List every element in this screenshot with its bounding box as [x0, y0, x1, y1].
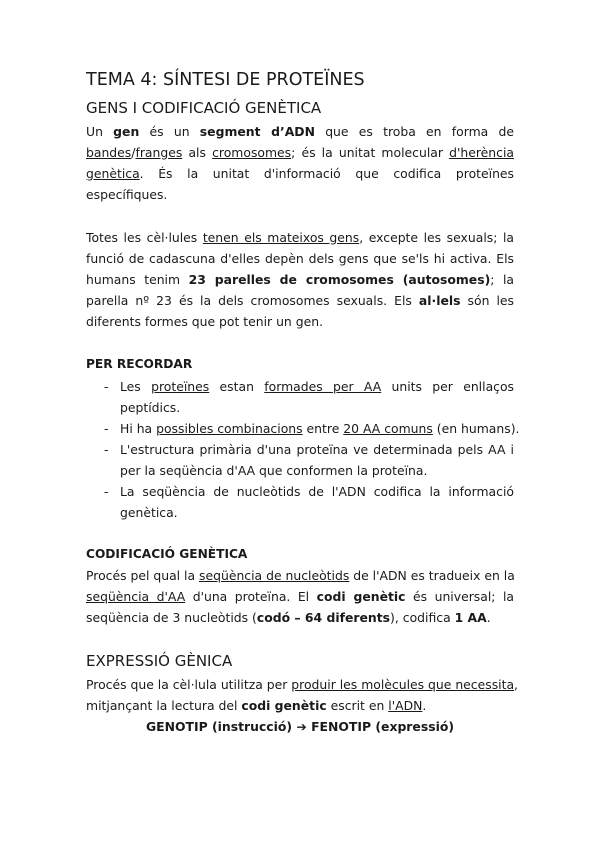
arrow-right-icon: ➔	[296, 719, 307, 734]
per-recordar-label: PER RECORDAR	[86, 357, 193, 371]
page-title: TEMA 4: SÍNTESI DE PROTEÏNES	[86, 70, 365, 90]
paragraph-line: parella nº 23 és la dels cromosomes sexuals. Els al·lels són les	[86, 293, 514, 308]
bullet-line: per la seqüència d'AA que conformen la proteïna.	[120, 463, 428, 478]
paragraph-line: bandes/franges als cromosomes; és la unitat molecular d'herència	[86, 145, 514, 160]
paragraph-line: seqüència de 3 nucleòtids (codó – 64 diferents), codifica 1 AA.	[86, 610, 491, 625]
section-heading-gens: GENS I CODIFICACIÓ GENÈTICA	[86, 99, 322, 117]
bullet-dash: -	[104, 484, 109, 499]
bullet-line: peptídics.	[120, 400, 181, 415]
bullet-dash: -	[104, 421, 109, 436]
paragraph-line: diferents formes que pot tenir un gen.	[86, 314, 324, 329]
paragraph-line: funció de cadascuna d'elles depèn dels gens que se'ls hi activa. Els	[86, 251, 514, 266]
bullet-line: La seqüència de nucleòtids de l'ADN codifica la informació	[120, 484, 514, 499]
codificacio-label: CODIFICACIÓ GENÈTICA	[86, 547, 248, 561]
paragraph-line: específiques.	[86, 187, 168, 202]
paragraph-line: Totes les cèl·lules tenen els mateixos gens, excepte les sexuals; la	[86, 230, 514, 245]
bullet-line: genètica.	[120, 505, 178, 520]
bullet-line: L'estructura primària d'una proteïna ve determinada pels AA i	[120, 442, 514, 457]
paragraph-line: Procés que la cèl·lula utilitza per produir les molècules que necessita,	[86, 677, 518, 692]
genotip-fenotip-line: GENOTIP (instrucció) ➔ FENOTIP (expressió)	[146, 719, 454, 734]
section-heading-expressio: EXPRESSIÓ GÈNICA	[86, 652, 233, 670]
paragraph-line: mitjançant la lectura del codi genètic escrit en l'ADN.	[86, 698, 427, 713]
paragraph-line: humans tenim 23 parelles de cromosomes (autosomes); la	[86, 272, 514, 287]
bullet-dash: -	[104, 442, 109, 457]
paragraph-line: genètica. És la unitat d'informació que codifica proteïnes	[86, 166, 514, 181]
paragraph-line: Un gen és un segment d’ADN que es troba en forma de	[86, 124, 514, 139]
bullet-line: Hi ha possibles combinacions entre 20 AA comuns (en humans).	[120, 421, 520, 436]
bullet-line: Les proteïnes estan formades per AA units per enllaços	[120, 379, 515, 394]
paragraph-line: seqüència d'AA d'una proteïna. El codi genètic és universal; la	[86, 589, 514, 604]
paragraph-line: Procés pel qual la seqüència de nucleòtids de l'ADN es tradueix en la	[86, 568, 515, 583]
bullet-dash: -	[104, 379, 109, 394]
